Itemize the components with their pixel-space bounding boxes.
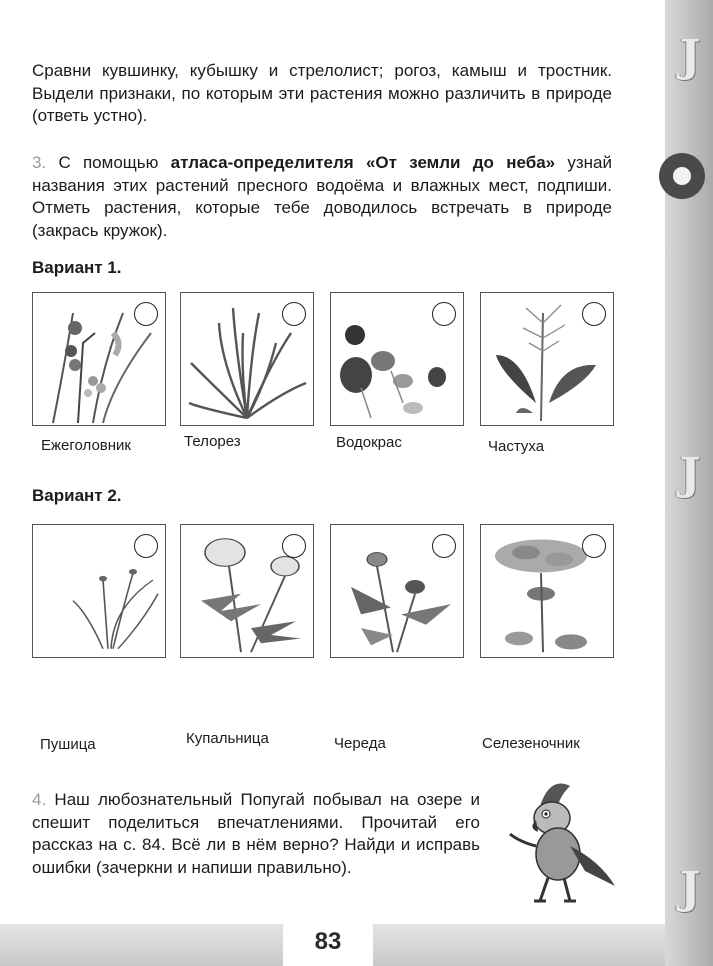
plant-label-2: Телорез <box>184 433 241 450</box>
seen-in-nature-checkbox[interactable] <box>134 302 158 326</box>
task-3-atlas-title: атласа-определителя «От земли до неба» <box>170 153 556 172</box>
variant-2-title: Вариант 2. <box>32 486 122 505</box>
plant-label-8: Селезеночник <box>482 735 580 752</box>
intro-text: Сравни кувшинку, кубышку и стрелолист; рогоз, камыш и тростник. Выдели признаки, по которым эти растения можно различить в природе (ответь устно). <box>32 61 612 125</box>
task-4-text: Наш любознательный Попугай побывал на озере и спешит поделиться впечатлениями. Прочитай его рассказ на с. 84. Всё ли в нём верно? Найди и исправь ошибки (зачеркни и напиши правильно). <box>32 790 480 877</box>
plant-label-5: Пушица <box>40 736 96 753</box>
plant-card-7 <box>330 524 464 658</box>
decorative-side-strip <box>665 0 713 966</box>
parrot-mascot-icon <box>500 776 620 906</box>
plant-label-7: Череда <box>334 735 386 752</box>
plant-label-6: Купальница <box>186 730 269 747</box>
seen-in-nature-checkbox[interactable] <box>134 534 158 558</box>
decorative-letter-icon: J <box>679 449 701 500</box>
plant-label-1: Ежеголовник <box>41 437 131 454</box>
intro-paragraph <box>32 60 612 128</box>
plant-card-3 <box>330 292 464 426</box>
decorative-letter-icon: J <box>679 31 701 82</box>
seen-in-nature-checkbox[interactable] <box>582 534 606 558</box>
decorative-letter-icon: J <box>679 863 701 914</box>
seen-in-nature-checkbox[interactable] <box>282 534 306 558</box>
plant-card-8 <box>480 524 614 658</box>
plant-card-2 <box>180 292 314 426</box>
section-marker-icon <box>659 153 705 199</box>
seen-in-nature-checkbox[interactable] <box>432 534 456 558</box>
task-3-text-before: С помощью <box>46 153 171 172</box>
seen-in-nature-checkbox[interactable] <box>582 302 606 326</box>
task-4-number: 4. <box>32 790 47 809</box>
task-4-paragraph <box>32 789 480 879</box>
variant-1-title: Вариант 1. <box>32 258 122 277</box>
task-3-paragraph <box>32 152 612 242</box>
task-3-text-after: узнай названия этих растений пресного водоёма и влажных мест, подпиши. Отметь растения, которые тебе доводилось встречать в природе (закрась кружок). <box>32 153 612 240</box>
page-number-box <box>283 922 373 966</box>
task-3-number: 3. <box>32 153 47 172</box>
plant-label-4: Частуха <box>488 438 545 455</box>
seen-in-nature-checkbox[interactable] <box>432 302 456 326</box>
seen-in-nature-checkbox[interactable] <box>282 302 306 326</box>
page-number: 83 <box>314 928 342 955</box>
plant-label-3: Водокрас <box>336 434 402 451</box>
plant-card-4 <box>480 292 614 426</box>
plant-card-5 <box>32 524 166 658</box>
plant-card-6 <box>180 524 314 658</box>
plant-card-1 <box>32 292 166 426</box>
